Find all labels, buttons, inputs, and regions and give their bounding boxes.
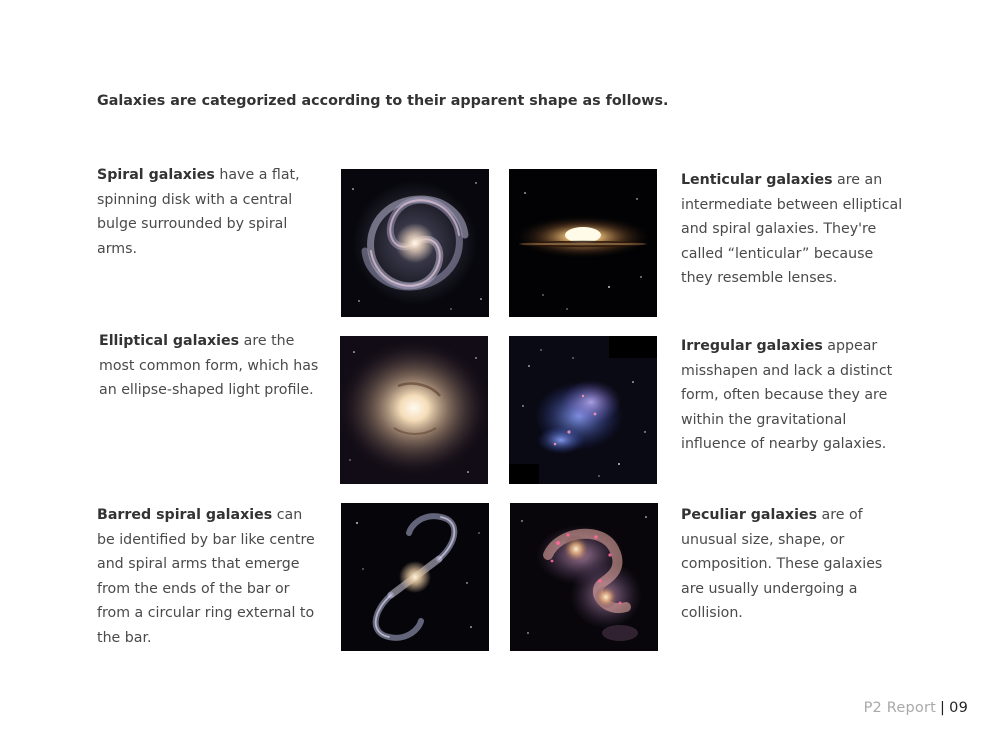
spiral-term: Spiral galaxies [97,167,215,183]
irregular-term: Irregular galaxies [681,338,823,354]
barred-spiral-description [97,503,322,650]
barred-spiral-text: can be identified by bar like centre and spiral arms that emerge from the ends of the bar or from a circular ring external to the bar. [97,507,315,646]
page-footer [864,700,968,716]
spiral-text: have a flat, spinning disk with a central bulge surrounded by spiral arms. [97,167,300,257]
elliptical-text: are the most common form, which has an ellipse-shaped light profile. [99,333,319,398]
intro-heading: Galaxies are categorized according to their apparent shape as follows. [97,93,669,109]
report-name: P2 Report [863,700,937,716]
barred-spiral-galaxy-image [341,503,489,651]
elliptical-description [99,329,324,403]
footer-separator: | [940,700,946,716]
peculiar-galaxy-image [510,503,658,651]
irregular-description [681,334,906,457]
peculiar-term: Peculiar galaxies [681,507,818,523]
page-number: 09 [949,700,968,716]
barred-spiral-term: Barred spiral galaxies [97,507,273,523]
irregular-text: appear misshapen and lack a distinct form, often because they are within the gravitational influence of nearby galaxies. [681,338,893,452]
lenticular-term: Lenticular galaxies [681,172,833,188]
elliptical-term: Elliptical galaxies [99,333,240,349]
lenticular-galaxy-image [509,169,657,317]
spiral-description [97,163,322,261]
peculiar-text: are of unusual size, shape, or composition. These galaxies are usually undergoing a collision. [681,507,883,621]
peculiar-description [681,503,906,626]
elliptical-galaxy-image [340,336,488,484]
lenticular-description [681,168,906,291]
lenticular-text: are an intermediate between elliptical and spiral galaxies. They're called “lenticular” because they resemble lenses. [681,172,903,286]
irregular-galaxy-image [509,336,657,484]
spiral-galaxy-image [341,169,489,317]
